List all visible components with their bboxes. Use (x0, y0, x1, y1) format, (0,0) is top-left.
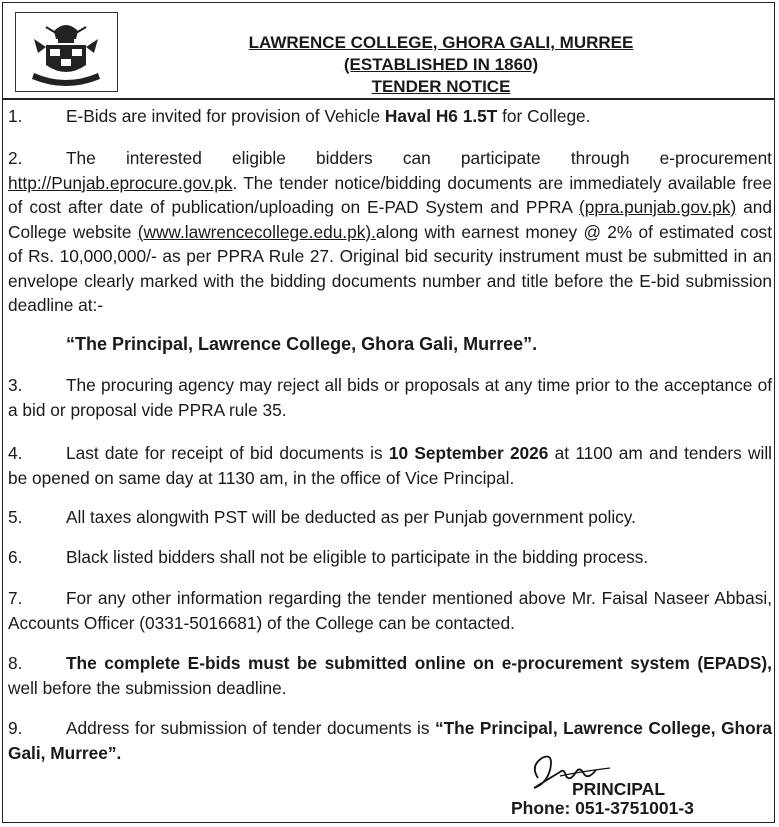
notice-title: TENDER NOTICE (371, 77, 511, 96)
vehicle-name: Haval H6 1.5T (384, 106, 498, 126)
item-6 (8, 545, 772, 570)
item-3 (8, 373, 772, 422)
notice-header (2, 2, 775, 100)
eprocure-link[interactable]: http://Punjab.eprocure.gov.pk (8, 172, 233, 193)
item-text: along with earnest money @ 2% of estimated cost of Rs. 10,000,000/- as per PPRA Rule 27. Original bid security instrument must be submitted in an envelope clearly marked with the bidding documents number and title before the E-bid submission deadline at:- (8, 221, 772, 315)
item-text: Address for submission of tender documents is (66, 718, 435, 738)
item-number: 8. (8, 653, 23, 673)
item-text: at 1100 am and tenders will be opened on same day at 1130 am, in the office of Vice Principal. (8, 443, 773, 488)
item-text: The interested eligible bidders can participate through e-procurement (66, 148, 772, 168)
deadline-date: 10 September 2026 (388, 443, 549, 463)
phone-number: Phone: 051-3751001-3 (511, 798, 694, 818)
item-2 (8, 146, 772, 318)
college-title: LAWRENCE COLLEGE, GHORA GALI, MURREE (248, 33, 634, 52)
item-number: 2. (8, 148, 23, 168)
item-9 (8, 716, 772, 765)
item-text: The procuring agency may reject all bids or proposals at any time prior to the acceptance of a bid or proposal vide PPRA rule 35. (8, 375, 772, 420)
item-text: All taxes alongwith PST will be deducted as per Punjab government policy. (66, 507, 636, 527)
college-website-link[interactable]: (www.lawrencecollege.edu.pk). (137, 221, 376, 242)
principal-address-quote: “The Principal, Lawrence College, Ghora Gali, Murree”. (66, 334, 538, 354)
item-number: 6. (8, 547, 23, 567)
submission-requirement: The complete E-bids must be submitted online on e-procurement system (EPADS), (66, 653, 772, 673)
college-crest-icon (15, 12, 118, 92)
submission-address: “The Principal, Lawrence College, Ghora Gali, Murree”. (8, 718, 772, 763)
item-text: Last date for receipt of bid documents is (66, 443, 389, 463)
item-number: 1. (8, 106, 23, 126)
item-5 (8, 505, 772, 530)
item-text: E-Bids are invited for provision of Vehicle (66, 106, 385, 126)
header-titles (202, 32, 680, 98)
item-number: 3. (8, 375, 23, 395)
item-text: . The tender notice/bidding documents are immediately available free of cost after date of publication/uploading on E-PAD System and PPRA (8, 172, 772, 217)
item-number: 5. (8, 507, 23, 527)
item-number: 4. (8, 443, 23, 463)
item-text: well before the submission deadline. (8, 677, 287, 698)
item-number: 9. (8, 718, 23, 738)
principal-label: PRINCIPAL (572, 779, 666, 799)
item-text: For any other information regarding the tender mentioned above Mr. Faisal Naseer Abbasi, Accounts Officer (0331-5016681) of the College can be contacted. (8, 588, 772, 633)
item-text: for College. (497, 106, 591, 126)
item-4 (8, 441, 772, 490)
item-number: 7. (8, 588, 23, 608)
established-line: (ESTABLISHED IN 1860) (343, 55, 539, 74)
item-text: and College website (8, 197, 772, 242)
item-text: Black listed bidders shall not be eligible to participate in the bidding process. (66, 547, 649, 567)
item-1 (8, 104, 772, 129)
item-8 (8, 651, 772, 700)
item-7 (8, 586, 772, 635)
ppra-link[interactable]: (ppra.punjab.gov.pk) (578, 197, 737, 217)
